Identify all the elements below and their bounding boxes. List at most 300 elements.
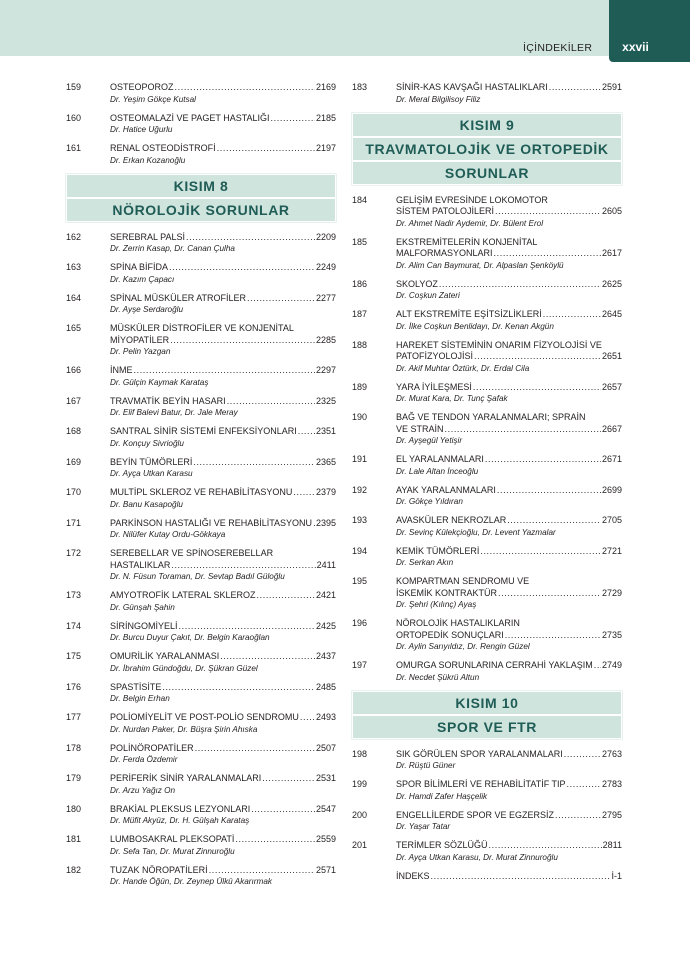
dot-leader — [485, 454, 601, 466]
dot-leader — [439, 279, 601, 291]
chapter-number: 167 — [66, 395, 82, 406]
toc-entry-title — [110, 834, 336, 846]
chapter-number: 164 — [66, 292, 82, 303]
toc-entry[interactable] — [352, 82, 622, 105]
toc-entry-title — [110, 548, 336, 571]
toc-entry-page: 2721 — [601, 545, 622, 556]
part-heading-line: KISIM 10 — [455, 694, 519, 711]
toc-entry[interactable] — [352, 749, 622, 772]
toc-entry[interactable] — [352, 660, 622, 683]
dot-leader — [195, 743, 315, 755]
toc-entry-authors: Dr. Konçuy Sivrioğlu — [110, 438, 184, 448]
toc-entry-title-text: SANTRAL SİNİR SİSTEMİ ENFEKSİYONLARI — [110, 426, 297, 436]
toc-entry-title-text: TERİMLER SÖZLÜĞÜ — [396, 840, 488, 850]
chapter-number: 169 — [66, 456, 82, 467]
toc-entry-title — [396, 546, 622, 558]
toc-entry-page: 2209 — [315, 231, 336, 242]
toc-entry-page: 2645 — [601, 309, 622, 319]
toc-entry-page: 2365 — [315, 456, 336, 467]
chapter-number: 197 — [352, 660, 368, 670]
dot-leader — [162, 682, 315, 694]
dot-leader — [497, 485, 601, 497]
toc-entry-title-text: SPİNAL MÜSKÜLER ATROFİLER — [110, 292, 247, 303]
toc-entry-title — [110, 232, 336, 244]
toc-entry-index[interactable] — [352, 871, 622, 881]
toc-entry-authors: Dr. Ayşegül Yetişir — [396, 436, 463, 445]
toc-entry-title — [110, 82, 336, 94]
toc-entry-authors: Dr. Rüştü Güner — [396, 761, 456, 770]
toc-entry[interactable] — [66, 865, 336, 888]
toc-entry-page: 2729 — [601, 587, 622, 598]
chapter-number: 170 — [66, 487, 82, 497]
toc-entry-title-text: SİRİNGOMİYELİ — [110, 620, 178, 631]
toc-entry-title-line — [110, 682, 336, 694]
toc-entry[interactable] — [66, 590, 336, 613]
toc-entry[interactable] — [352, 576, 622, 610]
chapter-number: 177 — [66, 712, 82, 722]
toc-entry-title-line — [396, 749, 622, 761]
chapter-number: 199 — [352, 779, 368, 789]
toc-entry-title-text: MULTİPL SKLEROZ VE REHABİLİTASYONU — [110, 487, 293, 497]
toc-entry-authors: Dr. Nurdan Paker, Dr. Büşra Şirin Ahıska — [110, 724, 258, 734]
toc-entry-title — [396, 237, 622, 260]
toc-entry[interactable] — [352, 412, 622, 446]
toc-entry-title-line — [110, 113, 336, 125]
toc-entry-authors: Dr. Sefa Tan, Dr. Murat Zinnuroğlu — [110, 846, 235, 856]
toc-entry[interactable] — [66, 293, 336, 316]
dot-leader — [549, 82, 601, 94]
toc-entry-page: 2493 — [315, 712, 336, 722]
chapter-number: 184 — [352, 194, 368, 205]
chapter-number: 183 — [352, 82, 368, 92]
toc-entry-title-text: VE STRAİN — [396, 423, 444, 434]
toc-entry-page: 2571 — [315, 864, 336, 875]
toc-entry-page: 2421 — [315, 590, 336, 600]
toc-entry[interactable] — [352, 840, 622, 863]
toc-entry-title — [396, 840, 622, 852]
toc-entry-title-line: SEREBELLAR VE SPİNOSEREBELLAR — [110, 548, 274, 558]
toc-entry-title-line — [396, 485, 622, 497]
dot-leader — [217, 143, 315, 155]
toc-entry-title — [110, 365, 336, 377]
toc-entry-authors: Dr. Hatice Uğurlu — [110, 125, 173, 134]
toc-entry-title — [396, 660, 622, 672]
toc-entry-authors: Dr. Yeşim Gökçe Kutsal — [110, 94, 196, 104]
toc-entry-title-line — [110, 773, 336, 785]
toc-entry-title-text: ENGELLİLERDE SPOR VE EGZERSİZ — [396, 809, 555, 820]
toc-entry-authors: Dr. Aylin Sarıyıldız, Dr. Rengin Güzel — [396, 642, 530, 651]
chapter-number: 182 — [66, 864, 82, 875]
toc-entry-page: 2591 — [601, 82, 622, 92]
toc-entry-page: 2671 — [601, 454, 622, 464]
toc-entry[interactable] — [352, 779, 622, 802]
dot-leader — [495, 206, 601, 218]
toc-entry-title-line — [396, 424, 622, 436]
toc-entry-title-text: PATOFİZYOLOJİSİ — [396, 351, 474, 361]
chapter-number: 179 — [66, 773, 82, 783]
toc-entry-title — [396, 82, 622, 94]
toc-entry-title — [110, 804, 336, 816]
toc-entry-title-text: SİNİR-KAS KAVŞAĞI HASTALIKLARI — [396, 82, 548, 92]
chapter-number: 175 — [66, 651, 82, 661]
toc-entry-authors: Dr. Arzu Yağız On — [110, 785, 176, 795]
toc-entry-title-text: SIK GÖRÜLEN SPOR YARALANMALARI — [396, 748, 563, 759]
dot-leader — [186, 232, 315, 244]
toc-entry-title — [110, 487, 336, 499]
toc-entry-title-line — [396, 840, 622, 852]
toc-entry[interactable] — [352, 810, 622, 833]
toc-entry-title-text: OSTEOPOROZ — [110, 82, 174, 92]
dot-leader — [170, 335, 315, 347]
toc-entry[interactable] — [66, 834, 336, 857]
part-heading-line: TRAVMATOLOJİK VE ORTOPEDİK — [353, 136, 621, 160]
toc-entry-title-line — [396, 248, 622, 260]
toc-entry-authors: Dr. Gülçin Kaymak Karataş — [110, 377, 209, 387]
toc-entry-authors: Dr. Gökçe Yıldıran — [396, 497, 463, 506]
toc-entry-authors: Dr. Elif Balevi Batur, Dr. Jale Meray — [110, 408, 238, 417]
toc-entry-title-line — [110, 487, 336, 499]
dot-leader — [567, 779, 601, 791]
toc-entry-title-line — [396, 630, 622, 642]
toc-entry-title — [110, 113, 336, 125]
toc-entry-page: 2657 — [601, 381, 622, 392]
toc-entry[interactable] — [352, 618, 622, 652]
part-heading-line: NÖROLOJİK SORUNLAR — [67, 197, 335, 221]
toc-entry-title-line: EKSTREMİTELERİN KONJENİTAL — [396, 236, 538, 247]
toc-entry-title-line — [110, 804, 336, 816]
toc-entry-title — [396, 515, 622, 527]
toc-entry-title-text: AYAK YARALANMALARI — [396, 484, 496, 495]
toc-entry-authors: Dr. Günşah Şahin — [110, 602, 175, 612]
toc-entry-title-text: HASTALIKLAR — [110, 559, 171, 570]
toc-entry-title — [110, 426, 336, 438]
chapter-number: 162 — [66, 231, 82, 242]
toc-entry-title-text: İNME — [110, 365, 133, 375]
dot-leader — [431, 871, 611, 881]
toc-entry[interactable] — [352, 309, 622, 332]
part-heading-line: KISIM 8 — [173, 177, 229, 194]
toc-entry-title-text: OSTEOMALAZİ VE PAGET HASTALIĞI — [110, 112, 270, 123]
toc-entry[interactable] — [66, 232, 336, 255]
toc-column-left — [66, 82, 336, 895]
toc-entry-title-line: HAREKET SİSTEMİNİN ONARIM FİZYOLOJİSİ VE — [396, 339, 602, 350]
toc-entry-title-line — [396, 515, 622, 527]
chapter-number: 165 — [66, 323, 82, 333]
toc-entry-page: 2425 — [315, 620, 336, 631]
toc-entry-authors: Dr. Müfit Akyüz, Dr. H. Gülşah Karataş — [110, 816, 250, 825]
toc-column-right — [352, 82, 622, 881]
toc-entry-page: 2559 — [315, 834, 336, 844]
toc-entry-title — [396, 279, 622, 291]
dot-leader — [313, 518, 315, 530]
toc-entry-title-line — [396, 454, 622, 466]
toc-entry[interactable] — [352, 279, 622, 302]
toc-entry[interactable] — [66, 262, 336, 285]
dot-leader — [251, 804, 315, 816]
toc-entry-authors: Dr. N. Füsun Toraman, Dr. Sevtap Badıl Güloğlu — [110, 572, 285, 581]
toc-entry-title-text: SİSTEM PATOLOJİLERİ — [396, 206, 495, 216]
toc-entry-page: 2395 — [315, 517, 336, 528]
toc-entry-page: 2169 — [315, 82, 336, 92]
chapter-number: 185 — [352, 236, 368, 247]
toc-entry-page: 2699 — [601, 484, 622, 495]
dot-leader — [489, 840, 602, 852]
toc-entry-title — [110, 773, 336, 785]
chapter-number: 181 — [66, 834, 82, 844]
toc-entry[interactable] — [352, 485, 622, 508]
toc-entry-authors: Dr. Hamdi Zafer Haşçelik — [396, 791, 488, 801]
toc-entry-page: 2811 — [602, 840, 622, 850]
toc-entry-title — [110, 621, 336, 633]
toc-entry-title — [396, 309, 622, 321]
toc-entry-page: 2485 — [315, 681, 336, 692]
toc-entry-page: 2507 — [315, 742, 336, 753]
toc-entry-title-line — [396, 810, 622, 822]
toc-entry-page: 2185 — [315, 112, 336, 123]
toc-entry-page: 2197 — [315, 143, 336, 153]
toc-entry[interactable] — [352, 340, 622, 374]
toc-entry-title — [110, 457, 336, 469]
toc-entry-title-text: MİYOPATİLER — [110, 334, 170, 345]
toc-entry-page: 2325 — [315, 395, 336, 406]
chapter-number: 188 — [352, 339, 368, 350]
toc-entry-page: 2783 — [601, 779, 622, 789]
chapter-number: 163 — [66, 262, 82, 272]
chapter-number: 172 — [66, 548, 82, 558]
toc-entry-title-line — [110, 457, 336, 469]
toc-entry[interactable] — [352, 515, 622, 538]
chapter-number: 180 — [66, 803, 82, 814]
toc-entry-title-line: GELİŞİM EVRESİNDE LOKOMOTOR — [396, 194, 548, 205]
toc-entry-page: 2605 — [601, 206, 622, 216]
toc-entry[interactable] — [66, 396, 336, 419]
running-header: İÇİNDEKİLER — [523, 42, 593, 54]
toc-entry-title-line: KOMPARTMAN SENDROMU VE — [396, 576, 530, 586]
toc-entry-authors: Dr. İlke Coşkun Benlidayı, Dr. Kenan Akgün — [396, 321, 554, 331]
chapter-number: 189 — [352, 381, 368, 392]
chapter-number: 200 — [352, 809, 368, 820]
toc-entry[interactable] — [352, 237, 622, 271]
dot-leader — [262, 773, 315, 785]
dot-leader — [179, 621, 315, 633]
toc-entry-title-text: BEYİN TÜMÖRLERİ — [110, 456, 193, 467]
page-number: xxvii — [622, 40, 649, 54]
toc-entry-title — [396, 576, 622, 599]
toc-entry[interactable] — [66, 518, 336, 541]
toc-entry-title — [110, 293, 336, 305]
toc-entry-title-line — [396, 279, 622, 291]
toc-entry-title-line — [110, 590, 336, 602]
toc-entry-page: 2625 — [601, 278, 622, 289]
toc-entry-page: 2379 — [315, 487, 336, 497]
toc-entry[interactable] — [66, 457, 336, 480]
toc-entry[interactable] — [66, 712, 336, 735]
chapter-number: 171 — [66, 517, 82, 528]
toc-entry-page: 2411 — [316, 559, 336, 570]
toc-entry-title-line: BAĞ VE TENDON YARALANMALARI; SPRAİN — [396, 412, 586, 422]
dot-leader — [220, 651, 315, 663]
toc-entry-authors: Dr. Necdet Şükrü Altun — [396, 672, 480, 682]
dot-leader — [594, 660, 601, 672]
toc-entry-title — [396, 195, 622, 218]
toc-entry-authors: Dr. Burcu Duyur Çakıt, Dr. Belgin Karaoğlan — [110, 633, 270, 642]
toc-entry-title — [396, 749, 622, 761]
dot-leader — [445, 424, 601, 436]
toc-entry-title — [110, 865, 336, 877]
toc-entry-title-line — [110, 518, 336, 530]
toc-entry-page: 2735 — [601, 629, 622, 640]
toc-entry[interactable] — [66, 682, 336, 705]
chapter-number: 201 — [352, 840, 368, 850]
dot-leader — [247, 293, 315, 305]
toc-entry[interactable] — [66, 548, 336, 582]
chapter-number: 159 — [66, 82, 82, 92]
toc-entry-authors: Dr. Ahmet Nadir Aydemir, Dr. Bülent Erol — [396, 218, 544, 228]
toc-entry-title-line — [110, 865, 336, 877]
toc-entry[interactable] — [66, 365, 336, 388]
toc-entry[interactable] — [66, 113, 336, 136]
chapter-number: 161 — [66, 143, 82, 153]
chapter-number: 187 — [352, 309, 368, 319]
dot-leader — [171, 560, 315, 572]
toc-entry-title — [110, 143, 336, 155]
toc-entry-title — [110, 518, 336, 530]
dot-leader — [543, 309, 601, 321]
toc-entry[interactable] — [66, 487, 336, 510]
toc-entry-title-line — [396, 660, 622, 672]
toc-entry-title-line — [110, 651, 336, 663]
toc-entry[interactable] — [66, 621, 336, 644]
chapter-number: 173 — [66, 590, 82, 600]
toc-entry-authors: Dr. Pelin Yazgan — [110, 347, 171, 356]
toc-entry[interactable] — [66, 82, 336, 105]
toc-entry[interactable] — [352, 382, 622, 405]
toc-entry-title-text: SEREBRAL PALSİ — [110, 231, 186, 242]
toc-entry-authors: Dr. Ferda Özdemir — [110, 755, 178, 764]
toc-entry-title-line — [110, 712, 336, 724]
toc-entry-title — [396, 340, 622, 363]
toc-entry-authors: Dr. Ayça Utkan Karasu, Dr. Murat Zinnuroğlu — [396, 852, 558, 862]
toc-entry[interactable] — [66, 426, 336, 449]
chapter-number: 191 — [352, 454, 368, 464]
toc-entry-authors: Dr. Nilüfer Kutay Ordu-Gökkaya — [110, 530, 226, 539]
dot-leader — [480, 546, 601, 558]
toc-entry[interactable] — [66, 773, 336, 796]
toc-entry-authors: Dr. Coşkun Zateri — [396, 291, 460, 300]
toc-entry-title — [110, 743, 336, 755]
toc-entry-title-text: POLİOMİYELİT VE POST-POLİO SENDROMU — [110, 712, 299, 722]
toc-entry-authors: Dr. Erkan Kozanoğlu — [110, 155, 186, 165]
dot-leader — [474, 351, 601, 363]
toc-entry-title — [396, 485, 622, 497]
toc-entry-title-text: BRAKİAL PLEKSUS LEZYONLARI — [110, 803, 251, 814]
toc-entry-title — [110, 262, 336, 274]
toc-entry[interactable] — [352, 546, 622, 569]
chapter-number: 178 — [66, 742, 82, 753]
toc-entry-title — [396, 779, 622, 791]
toc-entry-authors: Dr. İbrahim Gündoğdu, Dr. Şükran Güzel — [110, 663, 258, 673]
dot-leader — [564, 749, 601, 761]
dot-leader — [175, 82, 315, 94]
toc-entry-authors: Dr. Murat Kara, Dr. Tunç Şafak — [396, 394, 508, 403]
part-heading-line: SPOR VE FTR — [353, 714, 621, 738]
toc-entry-title-text: YARA İYİLEŞMESİ — [396, 381, 472, 392]
dot-leader — [473, 382, 601, 394]
toc-entry-page: 2617 — [601, 248, 622, 258]
toc-entry-title-text: TUZAK NÖROPATİLERİ — [110, 864, 208, 875]
toc-entry-authors: Dr. Alim Can Baymurat, Dr. Alpaslan Şenköylü — [396, 260, 564, 270]
toc-entry-authors: Dr. Akif Muhtar Öztürk, Dr. Erdal Cila — [396, 363, 530, 373]
toc-entry-title-text: POLİNÖROPATİLER — [110, 742, 194, 753]
toc-entry-title-line — [110, 834, 336, 846]
toc-entry-page: 2795 — [601, 809, 622, 820]
toc-entry-title-line — [396, 82, 622, 94]
chapter-number: 174 — [66, 620, 82, 631]
dot-leader — [507, 515, 601, 527]
toc-entry-title-line — [110, 293, 336, 305]
chapter-number: 166 — [66, 365, 82, 375]
toc-entry-page: 2547 — [315, 803, 336, 814]
toc-entry-title: İNDEKS — [396, 870, 430, 881]
chapter-number: 198 — [352, 748, 368, 759]
toc-entry[interactable] — [66, 323, 336, 357]
dot-leader — [300, 712, 315, 724]
toc-entry-title-text: MALFORMASYONLARI — [396, 248, 493, 258]
toc-entry-title-line — [110, 335, 336, 347]
part-heading-line: SORUNLAR — [353, 160, 621, 184]
toc-entry-title-line — [396, 351, 622, 363]
dot-leader — [257, 590, 315, 602]
toc-entry-authors: Dr. Kazım Çapacı — [110, 274, 175, 284]
toc-entry-title — [396, 382, 622, 394]
toc-entry[interactable] — [352, 195, 622, 229]
toc-entry-title-line — [110, 232, 336, 244]
toc-entry-authors: Dr. Banu Kasapoğlu — [110, 499, 183, 509]
toc-entry[interactable] — [66, 651, 336, 674]
dot-leader — [134, 365, 315, 377]
toc-entry-title-text: SPASTİSİTE — [110, 681, 162, 692]
toc-entry-page: 2651 — [601, 351, 622, 361]
dot-leader — [298, 426, 315, 438]
toc-entry-authors: Dr. Zerrin Kasap, Dr. Canan Çulha — [110, 244, 235, 253]
dot-leader — [169, 262, 315, 274]
toc-entry-title-line — [110, 426, 336, 438]
toc-entry-page: 2749 — [601, 660, 622, 670]
dot-leader — [494, 248, 601, 260]
toc-entry-title — [396, 412, 622, 435]
toc-entry-title — [110, 712, 336, 724]
toc-entry-title-text: ALT EKSTREMİTE EŞİTSİZLİKLERİ — [396, 309, 542, 319]
toc-entry-authors: Dr. Şehri (Kılınç) Ayaş — [396, 600, 477, 609]
toc-entry-title-text: PERİFERİK SİNİR YARALANMALARI — [110, 773, 262, 783]
chapter-number: 176 — [66, 681, 82, 692]
toc-entry[interactable] — [352, 454, 622, 477]
toc-entry-page: 2437 — [315, 651, 336, 661]
toc-entry-title-line — [110, 365, 336, 377]
toc-entry[interactable] — [66, 743, 336, 766]
chapter-number: 196 — [352, 618, 368, 628]
toc-entry-title-text: KEMİK TÜMÖRLERİ — [396, 545, 480, 556]
chapter-number: 192 — [352, 484, 368, 495]
toc-entry[interactable] — [66, 804, 336, 827]
toc-entry-title — [396, 454, 622, 466]
toc-entry-title-line — [396, 309, 622, 321]
toc-entry-title-text: OMURİLİK YARALANMASI — [110, 651, 220, 661]
toc-entry-title-text: AVASKÜLER NEKROZLAR — [396, 515, 507, 525]
dot-leader — [293, 487, 315, 499]
toc-entry[interactable] — [66, 143, 336, 166]
toc-entry-page: 2249 — [315, 262, 336, 272]
